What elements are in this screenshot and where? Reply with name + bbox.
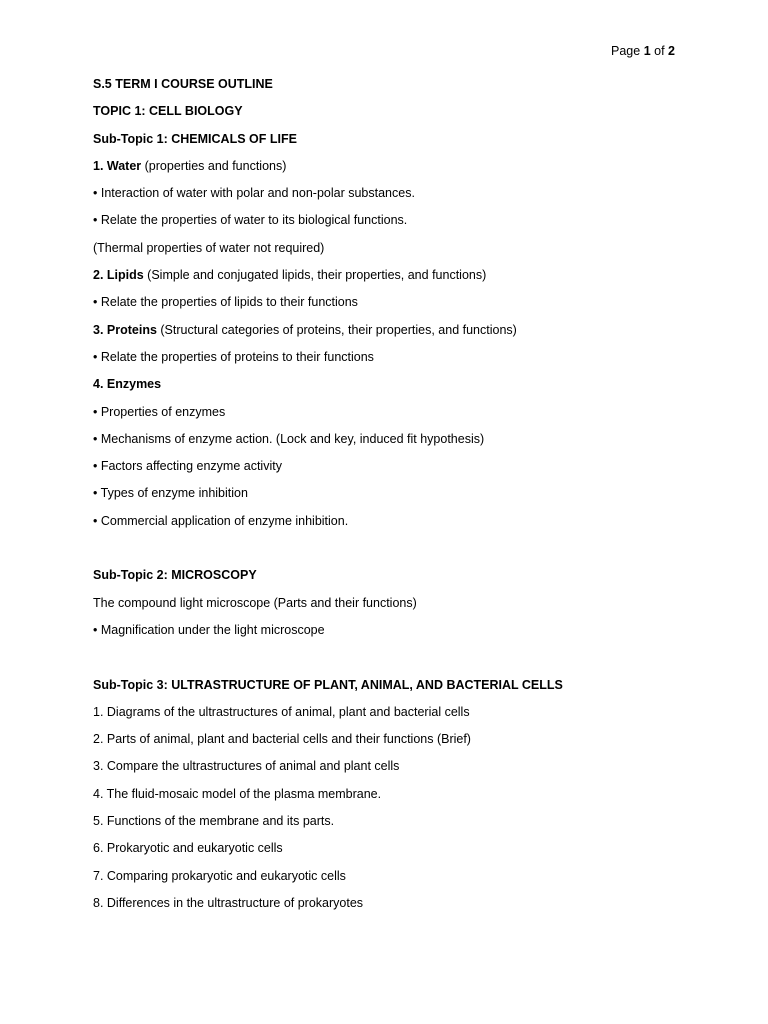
list-item: 2. Parts of animal, plant and bacterial cells and their functions (Brief) xyxy=(93,732,471,747)
enzymes-heading: 4. Enzymes xyxy=(93,377,162,392)
page-number-prefix: Page xyxy=(611,44,641,58)
enzymes-bullet-4: • Types of enzyme inhibition xyxy=(93,486,248,501)
page-number-separator: of xyxy=(654,44,665,58)
list-item: 8. Differences in the ultrastructure of prokaryotes xyxy=(93,895,364,910)
lipids-heading xyxy=(93,267,693,294)
document-body xyxy=(93,76,693,922)
enzymes-bullet-1: • Properties of enzymes xyxy=(93,404,226,419)
water-heading xyxy=(93,158,693,185)
proteins-label: 3. Proteins xyxy=(93,322,157,337)
microscopy-bullet-1: • Magnification under the light microscope xyxy=(93,622,325,637)
lipids-description: (Simple and conjugated lipids, their properties, and functions) xyxy=(143,268,487,283)
enzymes-bullet-5: • Commercial application of enzyme inhibition. xyxy=(93,513,349,528)
proteins-heading xyxy=(93,322,693,349)
water-note: (Thermal properties of water not required) xyxy=(93,240,325,255)
microscopy-line-1: The compound light microscope (Parts and their functions) xyxy=(93,595,417,610)
list-item: 4. The fluid-mosaic model of the plasma membrane. xyxy=(93,786,382,801)
proteins-bullet-1: • Relate the properties of proteins to their functions xyxy=(93,349,374,364)
section-spacer xyxy=(93,649,693,676)
topic-title: TOPIC 1: CELL BIOLOGY xyxy=(93,104,243,119)
page-number xyxy=(611,44,675,58)
water-bullet-2: • Relate the properties of water to its biological functions. xyxy=(93,213,408,228)
subtopic-2-title: Sub-Topic 2: MICROSCOPY xyxy=(93,568,257,583)
list-item: 6. Prokaryotic and eukaryotic cells xyxy=(93,841,283,856)
water-bullet-1: • Interaction of water with polar and non-polar substances. xyxy=(93,186,415,201)
list-item: 1. Diagrams of the ultrastructures of animal, plant and bacterial cells xyxy=(93,704,470,719)
water-description: (properties and functions) xyxy=(141,158,287,173)
section-spacer xyxy=(93,540,693,567)
subtopic-3-title: Sub-Topic 3: ULTRASTRUCTURE OF PLANT, ANIMAL, AND BACTERIAL CELLS xyxy=(93,677,563,692)
list-item: 3. Compare the ultrastructures of animal and plant cells xyxy=(93,759,400,774)
course-title: S.5 TERM I COURSE OUTLINE xyxy=(93,77,273,91)
list-item: 7. Comparing prokaryotic and eukaryotic cells xyxy=(93,868,346,883)
list-item: 5. Functions of the membrane and its parts. xyxy=(93,814,335,829)
lipids-label: 2. Lipids xyxy=(93,268,144,283)
page-number-total: 2 xyxy=(668,44,675,58)
lipids-bullet-1: • Relate the properties of lipids to their functions xyxy=(93,295,358,310)
subtopic-1-title: Sub-Topic 1: CHEMICALS OF LIFE xyxy=(93,131,297,146)
proteins-description: (Structural categories of proteins, their properties, and functions) xyxy=(156,322,517,337)
enzymes-bullet-3: • Factors affecting enzyme activity xyxy=(93,459,282,474)
page-number-current: 1 xyxy=(643,44,651,58)
water-label: 1. Water xyxy=(93,158,142,173)
enzymes-bullet-2: • Mechanisms of enzyme action. (Lock and key, induced fit hypothesis) xyxy=(93,431,485,446)
